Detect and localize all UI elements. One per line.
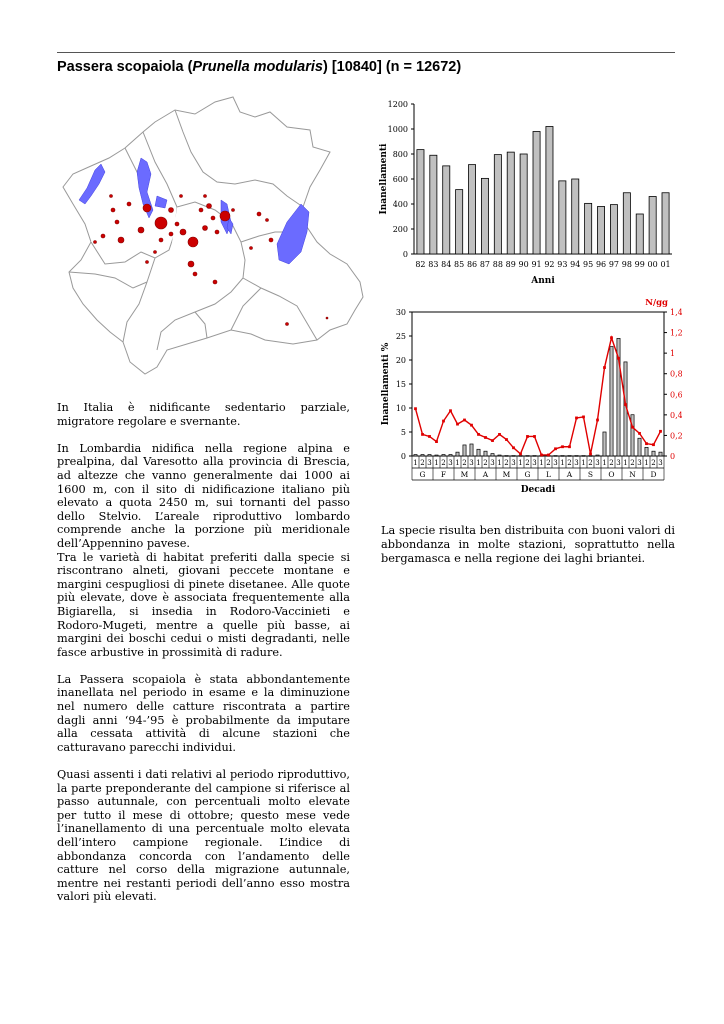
decade-label: 1 xyxy=(497,459,502,467)
abundance-point xyxy=(421,433,424,436)
x-axis-label: Decadi xyxy=(520,485,556,495)
station-marker xyxy=(193,272,197,276)
bar xyxy=(443,166,450,254)
month-label: M xyxy=(460,470,469,479)
x-tick-label: 01 xyxy=(660,260,671,269)
station-marker xyxy=(169,232,173,236)
paragraph-habitat: Tra le varietà di habitat preferiti dalla specie si riscontrano alneti, giovani peccete montane e margini cespugliosi di pinete disetanee. Alle quote più elevate, dove è associata frequentemente alla Bigiarella, si insedia in Rodoro-Vaccinieti e Rodoro-Mugeti, mentre a quelle più basse, ai margini dei boschi cedui o misti degradanti, nelle fasce arbustive in prossimità di radure. xyxy=(57,550,350,659)
bar xyxy=(582,456,585,457)
bar xyxy=(533,456,536,457)
y-tick-label: 800 xyxy=(392,150,408,159)
bar xyxy=(652,451,655,456)
bar xyxy=(572,179,579,254)
station-marker xyxy=(326,317,328,319)
abundance-point xyxy=(519,453,522,456)
bar xyxy=(610,205,617,254)
right-text-paragraph: La specie risulta ben distribuita con buoni valori di abbondanza in molte stazioni, soprattutto nella bergamasca e nella regione dei laghi briantei. xyxy=(381,524,675,565)
station-marker xyxy=(101,234,105,238)
station-marker xyxy=(257,212,261,216)
bar xyxy=(533,132,540,255)
station-marker xyxy=(94,241,97,244)
station-marker xyxy=(286,323,289,326)
decade-label: 3 xyxy=(658,459,663,467)
abundance-point xyxy=(526,435,529,438)
x-tick-label: 82 xyxy=(415,260,426,269)
y-tick-label: 0 xyxy=(400,452,406,461)
decade-label: 3 xyxy=(553,459,558,467)
x-tick-label: 99 xyxy=(634,260,645,269)
abundance-point xyxy=(512,446,515,449)
station-marker xyxy=(111,208,115,212)
y-tick-label: 20 xyxy=(395,356,406,365)
abundance-point xyxy=(659,430,662,433)
abundance-point xyxy=(477,433,480,436)
bar xyxy=(603,432,606,456)
bar xyxy=(430,155,437,254)
paragraph-breeding-range: In Lombardia nidifica nella regione alpina e prealpina, dal Varesotto alla provincia di Brescia, ad altezze che vanno generalmente dai 1000 ai 1600 m, con il sito di nidificazione italiano più elevato a quota 2450 m, sui tornanti del passo dello Stelvio. L’areale riproduttivo lombardo comprende anche la porzione più meridionale dell’Appennino pavese. xyxy=(57,441,350,550)
station-marker xyxy=(232,209,235,212)
station-marker xyxy=(250,247,253,250)
paragraph-ringing-trend: La Passera scopaiola è stata abbondantemente inanellata nel periodo in esame e la diminuzione nel numero delle catture riscontrata a partire dagli anni ‘94-’95 è probabilmente da imputare alla cessata attività di alcune stazioni che catturavano parecchi individui. xyxy=(57,672,350,754)
bar xyxy=(631,415,634,456)
y-tick-label: 10 xyxy=(395,404,406,413)
decade-label: 2 xyxy=(630,459,635,467)
station-marker xyxy=(146,261,149,264)
y-tick-label: 0 xyxy=(402,250,408,259)
bar xyxy=(414,455,417,456)
bar xyxy=(659,452,662,456)
bar xyxy=(596,455,599,456)
month-label: N xyxy=(629,470,636,479)
x-tick-label: 90 xyxy=(518,260,529,269)
bar xyxy=(463,445,466,456)
decade-label: 1 xyxy=(518,459,523,467)
abundance-point xyxy=(645,442,648,445)
abundance-point xyxy=(491,439,494,442)
month-label: L xyxy=(546,470,551,479)
bar xyxy=(589,456,592,457)
decade-label: 2 xyxy=(441,459,446,467)
bar xyxy=(442,455,445,456)
decade-label: 3 xyxy=(595,459,600,467)
x-tick-label: 97 xyxy=(608,260,620,269)
bar xyxy=(554,456,557,457)
decade-label: 2 xyxy=(609,459,614,467)
bar xyxy=(519,456,522,457)
x-tick-label: 88 xyxy=(492,260,503,269)
annual-ringing-svg xyxy=(372,96,672,291)
abundance-point xyxy=(463,419,466,422)
decade-label: 3 xyxy=(637,459,642,467)
decadal-ringing-chart xyxy=(372,296,682,506)
station-marker xyxy=(159,238,163,242)
bar xyxy=(526,456,529,457)
decade-label: 3 xyxy=(532,459,537,467)
y-axis-label: Inanellamenti xyxy=(379,143,389,215)
station-marker xyxy=(207,204,212,209)
station-marker xyxy=(118,237,124,243)
month-label: O xyxy=(608,470,615,479)
bar xyxy=(585,203,592,254)
decade-label: 1 xyxy=(602,459,607,467)
decade-label: 1 xyxy=(476,459,481,467)
y-tick-label: 15 xyxy=(395,380,406,389)
station-marker xyxy=(127,202,131,206)
x-tick-label: 98 xyxy=(621,260,632,269)
abundance-point xyxy=(533,435,536,438)
y2-tick-label: 0,2 xyxy=(670,431,682,441)
y-tick-label: 30 xyxy=(395,308,406,317)
bar xyxy=(491,454,494,456)
abundance-point xyxy=(652,443,655,446)
station-marker xyxy=(169,208,174,213)
abundance-point xyxy=(582,416,585,419)
bar xyxy=(421,455,424,456)
annual-ringing-chart xyxy=(372,96,672,291)
abundance-point xyxy=(610,336,613,339)
x-tick-label: 94 xyxy=(570,260,581,269)
bar xyxy=(512,456,515,457)
abundance-point xyxy=(638,432,641,435)
abundance-point xyxy=(589,453,592,456)
decade-label: 2 xyxy=(546,459,551,467)
abundance-point xyxy=(428,435,431,438)
y-tick-label: 25 xyxy=(395,332,406,341)
station-marker xyxy=(203,226,208,231)
abundance-point xyxy=(631,426,634,429)
x-tick-label: 84 xyxy=(441,260,452,269)
decade-label: 3 xyxy=(448,459,453,467)
abundance-point xyxy=(624,403,627,406)
bar xyxy=(456,190,463,254)
decade-label: 3 xyxy=(616,459,621,467)
bar xyxy=(575,456,578,457)
header-rule xyxy=(57,52,675,53)
abundance-point xyxy=(456,423,459,426)
bar xyxy=(435,455,438,456)
y2-tick-label: 0 xyxy=(670,452,676,461)
y-axis-label: Inanellamenti % xyxy=(381,342,391,426)
month-label: G xyxy=(524,470,531,479)
y-tick-label: 1000 xyxy=(387,125,408,134)
month-label: F xyxy=(440,470,447,479)
y2-tick-label: 1,4 xyxy=(670,308,682,317)
x-tick-label: 89 xyxy=(505,260,516,269)
title-suffix: ) [10840] (n = 12672) xyxy=(322,59,462,75)
decade-label: 3 xyxy=(427,459,432,467)
decade-label: 2 xyxy=(651,459,656,467)
abundance-point xyxy=(561,445,564,448)
bar xyxy=(662,193,669,254)
lombardy-map xyxy=(55,92,375,382)
bar xyxy=(498,455,501,456)
station-marker xyxy=(211,216,215,220)
bar xyxy=(598,207,605,255)
distribution-map xyxy=(55,92,375,382)
bar xyxy=(568,456,571,457)
abundance-point xyxy=(470,424,473,427)
y-tick-label: 400 xyxy=(392,200,408,209)
bar xyxy=(507,152,514,254)
station-marker xyxy=(269,238,273,242)
y2-axis-label: N/gg xyxy=(645,298,668,308)
abundance-point xyxy=(484,436,487,439)
month-label: S xyxy=(587,470,594,479)
decade-label: 3 xyxy=(574,459,579,467)
x-tick-label: 85 xyxy=(454,260,465,269)
bar xyxy=(456,452,459,456)
decade-label: 2 xyxy=(525,459,530,467)
abundance-point xyxy=(442,420,445,423)
bar xyxy=(638,438,641,456)
station-marker xyxy=(215,230,219,234)
month-label: A xyxy=(482,470,489,479)
title-prefix: Passera scopaiola ( xyxy=(57,59,193,75)
bar xyxy=(623,193,630,254)
bar xyxy=(636,214,643,254)
bar xyxy=(477,449,480,456)
bar xyxy=(484,451,487,456)
month-label: M xyxy=(502,470,511,479)
decade-label: 3 xyxy=(469,459,474,467)
bar xyxy=(470,444,473,456)
abundance-point xyxy=(603,366,606,369)
month-label: D xyxy=(650,470,657,479)
left-text-column xyxy=(57,401,350,918)
bar xyxy=(649,197,656,255)
y-tick-label: 1200 xyxy=(387,100,408,109)
title-scientific-name: Prunella modularis xyxy=(192,59,323,75)
x-tick-label: 87 xyxy=(479,260,491,269)
decade-label: 2 xyxy=(483,459,488,467)
abundance-point xyxy=(435,440,438,443)
station-marker xyxy=(110,195,113,198)
decade-label: 2 xyxy=(588,459,593,467)
month-label: A xyxy=(566,470,573,479)
province-borders xyxy=(63,97,363,374)
bar xyxy=(645,447,648,456)
bar xyxy=(481,178,488,254)
station-marker xyxy=(204,195,207,198)
x-tick-label: 86 xyxy=(466,260,478,269)
station-marker xyxy=(155,217,167,229)
bar xyxy=(610,347,613,456)
station-marker xyxy=(138,227,144,233)
x-tick-label: 91 xyxy=(531,260,542,269)
decade-label: 1 xyxy=(455,459,460,467)
abundance-point xyxy=(547,454,550,457)
abundance-point xyxy=(449,409,452,412)
decade-label: 1 xyxy=(560,459,565,467)
paragraph-migration: Quasi assenti i dati relativi al periodo riproduttivo, la parte preponderante del campione si riferisce al passo autunnale, con percentuali molto elevate per tutto il mese di ottobre; questo mese vede l’inanellamento di una percentuale molto elevata dell’intero campione regionale. L’indice di abbondanza concorda con l’andamento delle catture nel corso della migrazione autunnale, mentre nei restanti periodi dell’anno esso mostra valori più elevati. xyxy=(57,768,350,904)
station-marker xyxy=(213,280,217,284)
abundance-point xyxy=(505,438,508,441)
decade-label: 1 xyxy=(644,459,649,467)
station-marker xyxy=(180,229,186,235)
y2-tick-label: 1,2 xyxy=(670,328,682,338)
bar xyxy=(469,165,476,254)
paragraph-status: In Italia è nidificante sedentario parziale, migratore regolare e svernante. xyxy=(57,401,350,428)
bar xyxy=(428,455,431,456)
station-marker xyxy=(220,211,230,221)
y2-tick-label: 0,6 xyxy=(670,390,682,400)
station-marker xyxy=(266,219,269,222)
decade-label: 2 xyxy=(420,459,425,467)
abundance-point xyxy=(617,357,620,360)
decade-label: 1 xyxy=(434,459,439,467)
x-axis-label: Anni xyxy=(531,276,555,286)
bar xyxy=(417,150,424,254)
decade-label: 1 xyxy=(413,459,418,467)
bar xyxy=(494,155,501,254)
decade-label: 2 xyxy=(567,459,572,467)
decade-label: 3 xyxy=(490,459,495,467)
y-tick-label: 600 xyxy=(392,175,408,184)
abundance-point xyxy=(498,433,501,436)
station-marker xyxy=(199,208,203,212)
y2-tick-label: 0,4 xyxy=(670,410,682,420)
abundance-point xyxy=(575,417,578,420)
y2-tick-label: 0,8 xyxy=(670,369,682,379)
x-tick-label: 92 xyxy=(544,260,555,269)
decade-label: 2 xyxy=(462,459,467,467)
y2-tick-label: 1 xyxy=(670,349,676,359)
bar xyxy=(520,154,527,254)
x-tick-label: 93 xyxy=(557,260,568,269)
y-tick-label: 200 xyxy=(392,225,408,234)
x-tick-label: 00 xyxy=(647,260,658,269)
decade-label: 1 xyxy=(539,459,544,467)
bar xyxy=(546,127,553,255)
decade-label: 3 xyxy=(511,459,516,467)
abundance-point xyxy=(414,407,417,410)
abundance-point xyxy=(596,419,599,422)
bar xyxy=(561,456,564,457)
page-title xyxy=(57,59,461,75)
decadal-ringing-svg xyxy=(372,296,682,506)
bar xyxy=(505,456,508,457)
station-marker xyxy=(115,220,119,224)
decade-label: 1 xyxy=(623,459,628,467)
station-marker xyxy=(188,261,194,267)
y-tick-label: 5 xyxy=(400,428,406,437)
station-marker xyxy=(143,204,151,212)
abundance-point xyxy=(540,454,543,457)
abundance-point xyxy=(554,447,557,450)
x-tick-label: 95 xyxy=(583,260,594,269)
month-label: G xyxy=(419,470,426,479)
decade-label: 2 xyxy=(504,459,509,467)
x-tick-label: 83 xyxy=(428,260,439,269)
x-tick-label: 96 xyxy=(595,260,607,269)
station-marker xyxy=(154,251,157,254)
abundance-point xyxy=(568,445,571,448)
bar xyxy=(449,455,452,456)
bar xyxy=(559,181,566,254)
decade-label: 1 xyxy=(581,459,586,467)
station-marker xyxy=(175,222,179,226)
station-marker xyxy=(180,195,183,198)
station-marker xyxy=(188,237,198,247)
